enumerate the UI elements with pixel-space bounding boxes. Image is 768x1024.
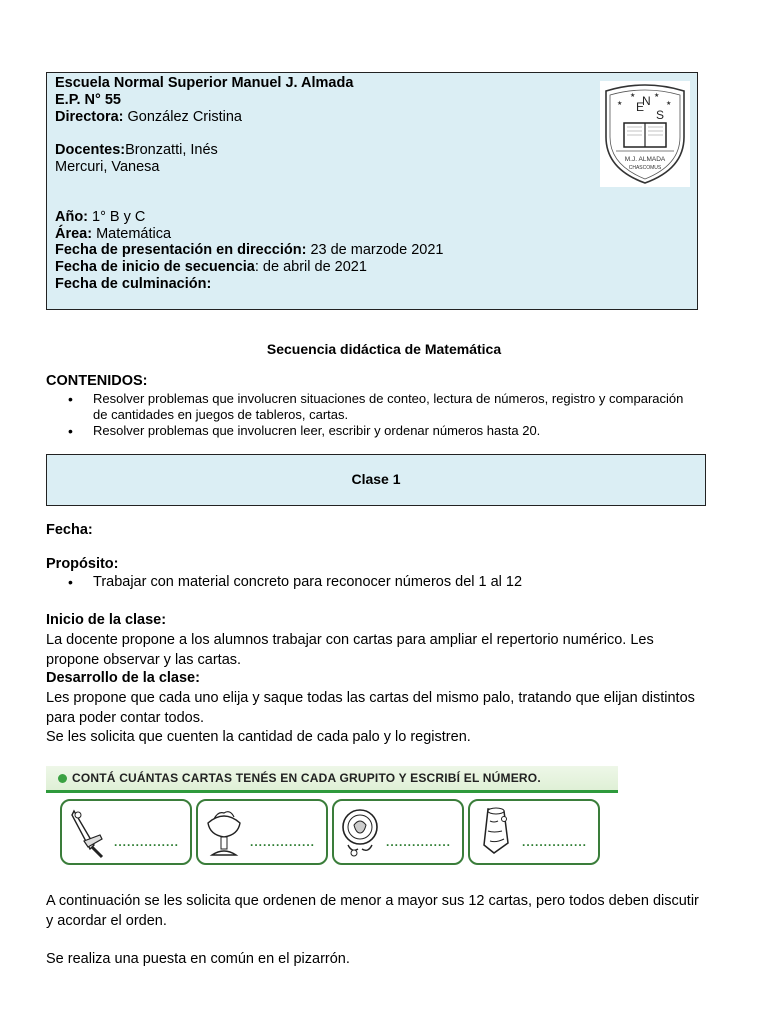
svg-text:★: ★ [630, 93, 636, 99]
answer-blank: ............... [250, 835, 316, 849]
desarrollo-text-1: Les propone que cada uno elija y saque todas las cartas del mismo palo, tratando que elijan distintos para poder contar todos. [46, 690, 695, 726]
svg-text:★: ★ [654, 93, 660, 99]
answer-blank: ............... [386, 835, 452, 849]
ep-number: E.P. N° 55 [55, 92, 121, 108]
proposito-label: Propósito: [46, 556, 119, 572]
school-name: Escuela Normal Superior Manuel J. Almada [55, 75, 354, 91]
activity-instruction: CONTÁ CUÁNTAS CARTAS TENÉS EN CADA GRUPITO Y ESCRIBÍ EL NÚMERO. [72, 771, 541, 785]
document-title: Secuencia didáctica de Matemática [266, 341, 502, 357]
closing-paragraph-2: Se realiza una puesta en común en el pizarrón. [46, 951, 350, 967]
club-icon [474, 805, 518, 859]
fecha-inicio-line [55, 259, 367, 276]
closing-paragraph-1: A continuación se les solicita que ordenen de menor a mayor sus 12 cartas, pero todos deben discutir y acordar el orden. [46, 893, 699, 929]
activity-image [46, 766, 618, 866]
contenidos-list [46, 391, 686, 439]
crest-text-2: CHASCOMUS [628, 165, 662, 171]
svg-text:★: ★ [617, 101, 623, 107]
anio-label: Año: [55, 209, 89, 225]
crest-letter-n: N [642, 94, 651, 108]
list-item: • Resolver problemas que involucren leer, escribir y ordenar números hasta 20. [46, 423, 686, 439]
crest-letter-e: E [636, 100, 645, 114]
list-item: • Trabajar con material concreto para reconocer números del 1 al 12 [46, 573, 686, 591]
svg-text:★: ★ [666, 101, 672, 107]
area-label: Área: [55, 226, 93, 242]
area-value: Matemática [92, 226, 172, 242]
header-box [46, 72, 698, 310]
list-item: • Resolver problemas que involucren situaciones de conteo, lectura de números, registro y comparación de cantidades en juegos de tableros, cartas. [46, 391, 686, 423]
docentes-label: Docentes: [55, 142, 126, 158]
desarrollo-text-2: Se les solicita que cuenten la cantidad de cada palo y lo registren. [46, 729, 471, 745]
directora-label: Directora: [55, 109, 124, 125]
crest-text-1: M.J. ALMADA [624, 156, 666, 163]
area-line [55, 226, 171, 243]
cup-icon [202, 805, 246, 859]
docentes-line [55, 142, 218, 159]
sword-icon [66, 805, 110, 859]
clase-box [46, 454, 706, 506]
bullet-dot-icon [58, 774, 67, 783]
contenidos-heading: CONTENIDOS: [46, 373, 148, 389]
answer-blank: ............... [114, 835, 180, 849]
card-group-cup [196, 799, 328, 865]
proposito-list [46, 573, 686, 591]
anio-value: 1° B y C [88, 209, 146, 225]
desarrollo-label: Desarrollo de la clase: [46, 670, 200, 686]
fecha-inicio-value: : de abril de 2021 [254, 259, 367, 275]
card-group-club [468, 799, 600, 865]
fecha-presentacion-value: 23 de marzode 2021 [306, 242, 444, 258]
fecha-inicio-label: Fecha de inicio de secuencia [55, 259, 255, 275]
school-crest-icon [600, 81, 690, 187]
coin-icon [338, 805, 382, 859]
directora-value: González Cristina [123, 109, 242, 125]
answer-blank: ............... [522, 835, 588, 849]
crest-letter-s: S [656, 108, 665, 122]
fecha-presentacion-line [55, 242, 443, 259]
activity-banner [46, 766, 618, 790]
anio-line [55, 209, 145, 226]
inicio-label: Inicio de la clase: [46, 612, 167, 628]
card-group-sword [60, 799, 192, 865]
clase-title: Clase 1 [351, 471, 401, 487]
inicio-text: La docente propone a los alumnos trabajar con cartas para ampliar el repertorio numérico. Les propone observar y las cartas. [46, 632, 654, 668]
fecha-label: Fecha: [46, 522, 93, 538]
fecha-presentacion-label: Fecha de presentación en dirección: [55, 242, 307, 258]
docentes-value: Bronzatti, Inés [125, 142, 218, 158]
card-group-coin [332, 799, 464, 865]
fecha-culminacion-label: Fecha de culminación: [55, 276, 212, 292]
activity-divider [46, 790, 618, 793]
docente-2: Mercuri, Vanesa [55, 159, 160, 175]
directora-line [55, 109, 242, 126]
